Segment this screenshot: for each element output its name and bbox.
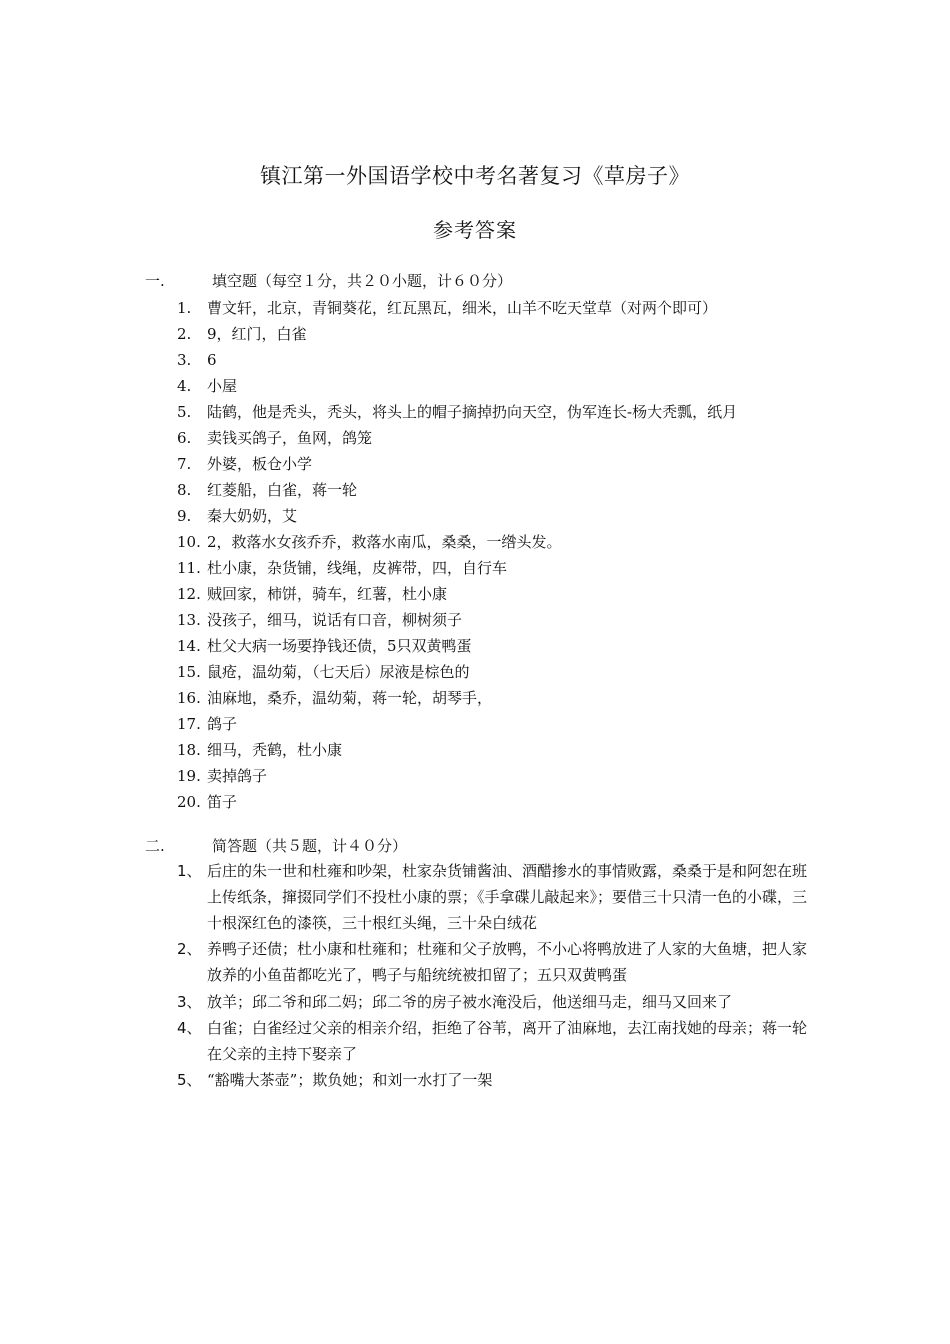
fill-answer-item — [177, 659, 470, 685]
item-text: 9，红门，白雀 — [207, 325, 307, 343]
item-number: 1. — [177, 299, 192, 317]
item-text: 杜父大病一场要挣钱还债，5只双黄鸭蛋 — [207, 637, 472, 655]
fill-answer-item — [177, 503, 297, 529]
item-number: 13. — [177, 611, 201, 629]
short-answer-item — [177, 858, 817, 936]
fill-answer-item — [177, 477, 357, 503]
item-text: 贼回家，柿饼，骑车，红薯，杜小康 — [207, 585, 448, 603]
item-number: 8. — [177, 481, 192, 499]
document-title: 镇江第一外国语学校中考名著复习《草房子》 — [260, 164, 690, 188]
item-number: 19. — [177, 767, 201, 785]
item-number: 6. — [177, 429, 192, 447]
item-number: 2. — [177, 325, 192, 343]
item-number: 12. — [177, 585, 201, 603]
item-text: 没孩子，细马，说话有口音，柳树须子 — [207, 611, 463, 629]
item-text: 鼠疮，温幼菊，（七天后）尿液是棕色的 — [207, 663, 470, 681]
item-number: 14. — [177, 637, 201, 655]
short-answer-item — [177, 1015, 817, 1067]
item-number: 3. — [177, 351, 192, 369]
item-number: 4. — [177, 377, 192, 395]
section-2-title: 简答题（共５题，计４０分） — [212, 837, 408, 855]
item-text: 小屋 — [207, 377, 238, 395]
item-text: 2，救落水女孩乔乔，救落水南瓜，桑桑，一绺头发。 — [207, 533, 562, 551]
item-text: 鸽子 — [207, 715, 238, 733]
item-text: 笛子 — [207, 793, 238, 811]
item-text: 油麻地，桑乔，温幼菊，蒋一轮，胡琴手， — [207, 689, 493, 707]
fill-answer-item — [177, 555, 507, 581]
section-1-number: 一. — [145, 272, 165, 290]
item-number: 5. — [177, 403, 192, 421]
item-text: 白雀；白雀经过父亲的相亲介绍，拒绝了谷苇，离开了油麻地，去江南找她的母亲；蒋一轮在父亲的主持下娶亲了 — [207, 1019, 808, 1063]
fill-answer-item — [177, 633, 472, 659]
item-number: 15. — [177, 663, 201, 681]
item-number: 18. — [177, 741, 201, 759]
item-number: 17. — [177, 715, 201, 733]
short-answer-item — [177, 989, 817, 1015]
fill-answer-item — [177, 607, 462, 633]
item-number: 11. — [177, 559, 201, 577]
short-answer-item — [177, 936, 817, 988]
fill-answer-item — [177, 685, 492, 711]
item-number: 16. — [177, 689, 201, 707]
item-text: 曹文轩，北京，青铜葵花，红瓦黑瓦，细米，山羊不吃天堂草（对两个即可） — [207, 299, 718, 317]
section-1-title: 填空题（每空１分，共２０小题，计６０分） — [212, 272, 513, 290]
item-text: 放羊；邱二爷和邱二妈；邱二爷的房子被水淹没后，他送细马走，细马又回来了 — [207, 993, 733, 1011]
item-text: 卖钱买鸽子，鱼网，鸽笼 — [207, 429, 373, 447]
item-number: 4、 — [177, 1019, 202, 1037]
fill-answer-item — [177, 789, 237, 815]
item-number: 3、 — [177, 993, 202, 1011]
fill-answer-item — [177, 321, 307, 347]
item-text: 6 — [207, 351, 217, 369]
item-number: 10. — [177, 533, 201, 551]
fill-answer-item — [177, 711, 237, 737]
item-text: 陆鹤，他是秃头，秃头，将头上的帽子摘掉扔向天空，伪军连长-杨大秃瓢，纸月 — [207, 403, 738, 421]
section-2-number: 二. — [145, 837, 165, 855]
fill-answer-item — [177, 373, 237, 399]
fill-answer-item — [177, 737, 342, 763]
fill-answer-item — [177, 347, 217, 373]
fill-answer-item — [177, 399, 737, 425]
item-number: 2、 — [177, 940, 202, 958]
fill-answer-item — [177, 763, 267, 789]
item-text: 秦大奶奶，艾 — [207, 507, 298, 525]
item-text: 后庄的朱一世和杜雍和吵架，杜家杂货铺酱油、酒醋掺水的事情败露，桑桑于是和阿恕在班上传纸条，撺掇同学们不投杜小康的票；《手拿碟儿敲起来》；要借三十只清一色的小碟，三十根深红色的漆筷，三十根红头绳，三十朵白绒花 — [207, 862, 808, 932]
fill-answer-item — [177, 425, 372, 451]
fill-answer-item — [177, 581, 447, 607]
item-text: “豁嘴大茶壶”；欺负她；和刘一水打了一架 — [207, 1071, 493, 1089]
section-1-heading — [145, 270, 512, 291]
fill-answer-item — [177, 529, 562, 555]
document-subtitle: 参考答案 — [433, 218, 517, 242]
item-number: 9. — [177, 507, 192, 525]
fill-answer-item — [177, 451, 312, 477]
section-2-heading — [145, 835, 407, 856]
item-text: 养鸭子还债；杜小康和杜雍和；杜雍和父子放鸭，不小心将鸭放进了人家的大鱼塘，把人家放养的小鱼苗都吃光了，鸭子与船统统被扣留了；五只双黄鸭蛋 — [207, 940, 808, 984]
item-number: 20. — [177, 793, 201, 811]
item-number: 5、 — [177, 1071, 202, 1089]
item-text: 细马，秃鹤，杜小康 — [207, 741, 343, 759]
fill-answer-item — [177, 295, 717, 321]
short-answer-item — [177, 1067, 817, 1093]
item-text: 外婆，板仓小学 — [207, 455, 313, 473]
item-text: 红菱船，白雀，蒋一轮 — [207, 481, 358, 499]
item-number: 7. — [177, 455, 192, 473]
item-text: 杜小康，杂货铺，线绳，皮裤带，四，自行车 — [207, 559, 508, 577]
item-text: 卖掉鸽子 — [207, 767, 268, 785]
item-number: 1、 — [177, 862, 202, 880]
